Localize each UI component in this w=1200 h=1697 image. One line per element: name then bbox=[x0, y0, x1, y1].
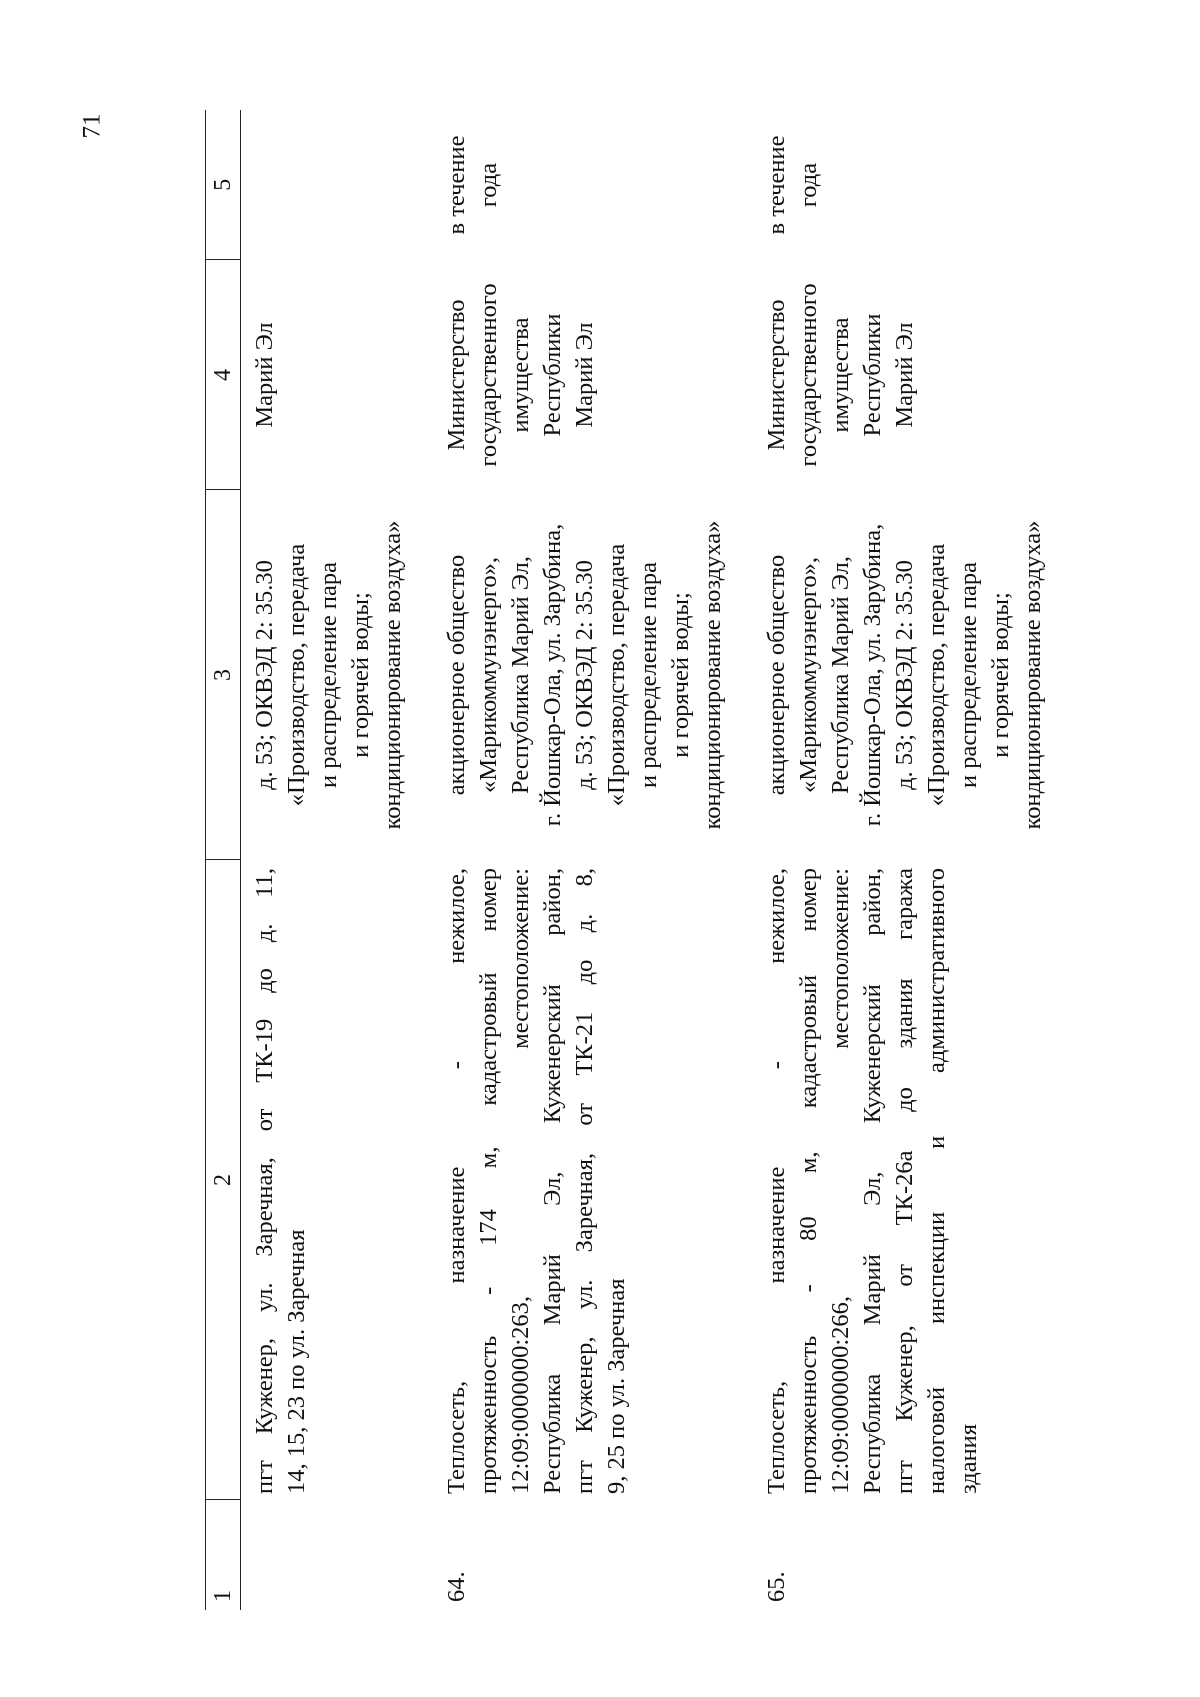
holder-cell bbox=[755, 490, 1075, 860]
object-description-cell bbox=[241, 860, 436, 1500]
holder-line: кондиционирование воздуха» bbox=[699, 520, 726, 830]
table-row bbox=[755, 110, 1075, 1610]
authority-line: государственного bbox=[475, 283, 502, 467]
holder-line: д. 53; ОКВЭД 2: 35.30 bbox=[891, 560, 918, 790]
description-line: Республика Марий Эл, Куженерский район, bbox=[539, 868, 566, 1494]
holder-line: «Марикоммунэнерго», bbox=[795, 557, 822, 793]
authority-line: Республики bbox=[859, 313, 886, 437]
holder-line: «Марикоммунэнерго», bbox=[475, 557, 502, 793]
column-header-5: 5 bbox=[206, 110, 241, 260]
authority-line: государственного bbox=[795, 283, 822, 467]
holder-line: и горячей воды; bbox=[347, 592, 374, 758]
holder-line: и горячей воды; bbox=[667, 592, 694, 758]
holder-line: Республика Марий Эл, bbox=[827, 556, 854, 794]
holder-line: г. Йошкар-Ола, ул. Зарубина, bbox=[539, 523, 566, 827]
holder-line: акционерное общество bbox=[443, 554, 470, 796]
description-line: 9, 25 по ул. Заречная bbox=[603, 1278, 630, 1494]
holder-line: акционерное общество bbox=[763, 554, 790, 796]
holder-line: «Производство, передача bbox=[923, 543, 950, 807]
row-number-cell bbox=[241, 1500, 436, 1610]
authority-line: имущества bbox=[507, 317, 534, 433]
row-number: 64. bbox=[443, 1571, 470, 1602]
authority-line: Министерство bbox=[763, 299, 790, 451]
rotated-table-container bbox=[205, 110, 1046, 1610]
column-header-3: 3 bbox=[206, 490, 241, 860]
holder-cell bbox=[241, 490, 436, 860]
term-cell bbox=[241, 110, 436, 260]
description-line: здания bbox=[955, 1423, 982, 1494]
description-line: налоговой инспекции и административного bbox=[923, 868, 950, 1494]
holder-line: кондиционирование воздуха» bbox=[1019, 520, 1046, 830]
holder-line: и распределение пара bbox=[315, 562, 342, 788]
column-header-4: 4 bbox=[206, 260, 241, 490]
description-line: пгт Куженер, ул. Заречная, от ТК-21 до д. 8, bbox=[571, 868, 598, 1494]
property-table bbox=[205, 110, 1075, 1610]
object-description-cell bbox=[435, 860, 755, 1500]
description-line: пгт Куженер, ул. Заречная, от ТК-19 до д. 11, bbox=[251, 868, 278, 1494]
authority-line: Марий Эл bbox=[891, 322, 918, 428]
term-cell bbox=[755, 110, 1075, 260]
holder-line: «Производство, передача bbox=[283, 543, 310, 807]
column-header-2: 2 bbox=[206, 860, 241, 1500]
row-number-cell bbox=[435, 1500, 755, 1610]
term-line: года bbox=[475, 162, 502, 208]
description-line: Теплосеть, назначение - нежилое, bbox=[443, 868, 470, 1494]
authority-cell bbox=[241, 260, 436, 490]
description-line: Теплосеть, назначение - нежилое, bbox=[763, 868, 790, 1494]
description-line: Республика Марий Эл, Куженерский район, bbox=[859, 868, 886, 1494]
holder-line: д. 53; ОКВЭД 2: 35.30 bbox=[251, 560, 278, 790]
table-body bbox=[241, 110, 1076, 1610]
holder-line: и распределение пара bbox=[955, 562, 982, 788]
holder-line: г. Йошкар-Ола, ул. Зарубина, bbox=[859, 523, 886, 827]
authority-line: Марий Эл bbox=[251, 322, 278, 428]
holder-line: и распределение пара bbox=[635, 562, 662, 788]
table-row bbox=[435, 110, 755, 1610]
holder-line: «Производство, передача bbox=[603, 543, 630, 807]
authority-line: имущества bbox=[827, 317, 854, 433]
description-line: протяженность - 174 м, кадастровый номер bbox=[475, 868, 502, 1494]
description-line: 12:09:0000000:266, местоположение: bbox=[827, 868, 854, 1494]
object-description-cell bbox=[755, 860, 1075, 1500]
holder-line: кондиционирование воздуха» bbox=[379, 520, 406, 830]
holder-line: д. 53; ОКВЭД 2: 35.30 bbox=[571, 560, 598, 790]
authority-cell bbox=[435, 260, 755, 490]
authority-line: Министерство bbox=[443, 299, 470, 451]
term-cell bbox=[435, 110, 755, 260]
holder-line: и горячей воды; bbox=[987, 592, 1014, 758]
description-line: 14, 15, 23 по ул. Заречная bbox=[283, 1229, 310, 1494]
description-line: пгт Куженер, от ТК-26а до здания гаража bbox=[891, 868, 918, 1494]
holder-line: Республика Марий Эл, bbox=[507, 556, 534, 794]
page-number: 71 bbox=[78, 113, 106, 139]
authority-line: Марий Эл bbox=[571, 322, 598, 428]
row-number-cell bbox=[755, 1500, 1075, 1610]
holder-cell bbox=[435, 490, 755, 860]
table-header bbox=[206, 110, 241, 1610]
row-number: 65. bbox=[763, 1571, 790, 1602]
term-line: в течение bbox=[443, 135, 470, 235]
description-line: протяженность - 80 м, кадастровый номер bbox=[795, 868, 822, 1494]
authority-line: Республики bbox=[539, 313, 566, 437]
table-row bbox=[241, 110, 436, 1610]
authority-cell bbox=[755, 260, 1075, 490]
column-header-1: 1 bbox=[206, 1500, 241, 1610]
description-line: 12:09:0000000:263, местоположение: bbox=[507, 868, 534, 1494]
term-line: в течение bbox=[763, 135, 790, 235]
term-line: года bbox=[795, 162, 822, 208]
